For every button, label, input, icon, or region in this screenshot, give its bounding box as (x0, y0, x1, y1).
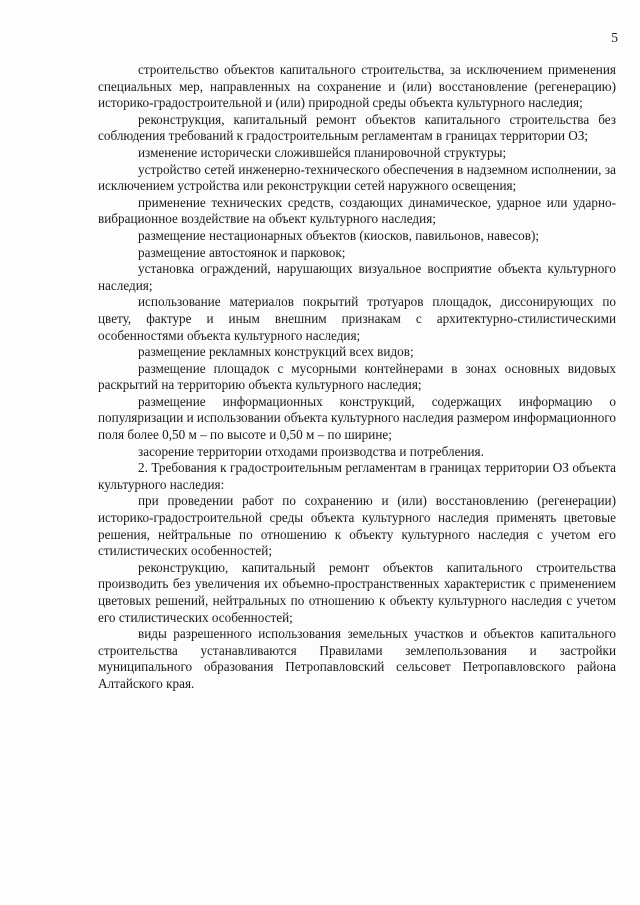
document-body (98, 62, 616, 693)
paragraph: изменение исторически сложившейся планировочной структуры; (138, 144, 507, 160)
paragraph: при проведении работ по сохранению и (или) восстановлению (регенерации) историко-градостроительной среды объекта культурного наследия применять цветовые решения, нейтральные по отношению к объекту культурного наследия с учетом его стилистических особенностей; (98, 493, 616, 559)
paragraph: размещение рекламных конструкций всех видов; (138, 344, 414, 360)
paragraph: использование материалов покрытий тротуаров площадок, диссонирующих по цвету, фактуре и иным внешним признакам с архитектурно-стилистическими особенностями объекта культурного наследия; (98, 294, 616, 343)
paragraph: применение технических средств, создающих динамическое, ударное или ударно-вибрационное воздействие на объект культурного наследия; (98, 194, 616, 227)
paragraph: виды разрешенного использования земельных участков и объектов капитального строительства устанавливаются Правилами землепользования и застройки муниципального образования Петропавловский сельсовет Петропавловского района Алтайского края. (98, 626, 616, 691)
paragraph: реконструкцию, капитальный ремонт объектов капитального строительства производить без увеличения их объемно-пространственных характеристик с применением цветовых решений, нейтральных по отношению к объекту культурного наследия с учетом его стилистических особенностей; (98, 559, 616, 625)
paragraph: засорение территории отходами производства и потребления. (138, 443, 484, 459)
section-heading-paragraph: 2. Требования к градостроительным регламентам в границах территории ОЗ объекта культурного наследия: (98, 460, 616, 492)
paragraph: размещение площадок с мусорными контейнерами в зонах основных видовых раскрытий на территорию объекта культурного наследия; (98, 360, 616, 393)
paragraph: реконструкция, капитальный ремонт объектов капитального строительства без соблюдения требований к градостроительным регламентам в границах территории ОЗ; (98, 111, 616, 144)
paragraph: размещение нестационарных объектов (киосков, павильонов, навесов); (138, 227, 540, 243)
page-number: 5 (611, 30, 618, 45)
paragraph: установка ограждений, нарушающих визуальное восприятие объекта культурного наследия; (98, 261, 616, 293)
paragraph: размещение автостоянок и парковок; (138, 244, 346, 260)
paragraph: устройство сетей инженерно-технического обеспечения в надземном исполнении, за исключением устройства или реконструкции сетей наружного освещения; (98, 161, 616, 194)
paragraph: размещение информационных конструкций, содержащих информацию о популяризации и использовании объекта культурного наследия размером информационного поля более 0,50 м – по высоте и 0,50 м – по ширине; (98, 393, 616, 443)
paragraph: строительство объектов капитального строительства, за исключением применения специальных мер, направленных на сохранение и (или) восстановление (регенерацию) историко-градостроительной и (или) природной среды объекта культурного наследия; (98, 62, 616, 111)
